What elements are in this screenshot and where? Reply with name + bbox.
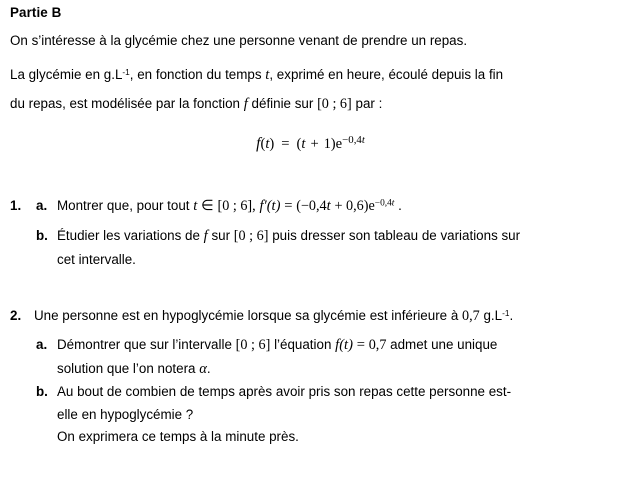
- equation-exp-base: e: [335, 136, 343, 152]
- question-2b-row: [0, 385, 621, 443]
- equation-factor-variable: t: [301, 136, 306, 152]
- q1a-element-of-icon: ∈: [201, 198, 214, 214]
- question-2-number: 2.: [10, 308, 22, 323]
- question-2a-text-line-1: [57, 338, 621, 353]
- intro-line3-before-fn: du repas, est modélisée par la fonction: [10, 96, 241, 111]
- q2-intro-prefix: Une personne est en hypoglycémie lorsque sa glycémie est inférieure à: [34, 308, 459, 323]
- q2a-line2-period: .: [206, 360, 211, 376]
- question-1b-text-line-2: cet intervalle.: [57, 251, 136, 267]
- intro-line2-after-unit: , en fonction du temps: [129, 67, 262, 82]
- equation-plus: +: [310, 136, 319, 152]
- q2a-value: 0,7: [368, 337, 387, 353]
- glycemia-unit-text: La glycémie en g.L: [10, 67, 123, 82]
- function-definition-equation: [0, 136, 621, 152]
- question-1a-row: [0, 199, 621, 219]
- question-2-intro-row: [0, 309, 621, 329]
- q2a-line2-prefix: solution que l’on notera: [57, 360, 196, 376]
- q1a-equals: =: [284, 198, 293, 214]
- page-title: Partie B: [10, 5, 62, 20]
- question-1a-letter: a.: [36, 198, 48, 213]
- equation-paren-close: ): [330, 136, 336, 152]
- q1a-exponent-number: 0,4: [380, 198, 392, 209]
- equation-equals: =: [281, 136, 290, 152]
- q1b-suffix: puis dresser son tableau de variations sur: [272, 228, 521, 243]
- q2a-interval: [0 ; 6]: [235, 337, 271, 353]
- question-2a-letter: a.: [36, 337, 48, 352]
- q1a-expression-variable: t: [326, 198, 331, 214]
- question-1b-text-line-1: [57, 229, 621, 244]
- q1b-sur: sur: [211, 228, 231, 243]
- intro-line2-tail: , exprimé en heure, écoulé depuis la fin: [269, 67, 504, 82]
- q2a-function-expression: f(t): [335, 337, 353, 353]
- question-2b-text-line-3: On exprimera ce temps à la minute près.: [57, 429, 299, 444]
- q1a-interval: [0 ; 6],: [217, 198, 256, 214]
- exponent-variable: t: [361, 134, 365, 147]
- question-2b-text-line-1: Au bout de combien de temps après avoir pris son repas cette personne est-: [57, 384, 512, 400]
- equation-arg: t: [265, 136, 270, 152]
- question-2a-text-line-2: [57, 362, 621, 377]
- equation-fn-name: f: [256, 135, 261, 152]
- q1a-exponent: [375, 199, 395, 209]
- q2-threshold-value: 0,7: [462, 308, 480, 324]
- question-1b-row: [0, 229, 621, 266]
- equation-arg-close: ): [269, 136, 275, 152]
- question-2-intro-text: [34, 309, 621, 323]
- equation-arg-open: (: [260, 136, 266, 152]
- q1a-prefix: Montrer que, pour tout: [57, 198, 190, 213]
- q2-unit-exponent: -1: [502, 308, 510, 319]
- intro-paragraph-line-1: On s’intéresse à la glycémie chez une personne venant de prendre un repas.: [10, 33, 468, 48]
- q1b-prefix: Étudier les variations de: [57, 228, 200, 243]
- question-1b-letter: b.: [36, 228, 48, 243]
- q2a-suffix: admet une unique: [390, 337, 498, 352]
- equation-paren-open: (: [296, 136, 302, 152]
- exponent-sign: −: [342, 134, 349, 147]
- domain-interval: [0 ; 6]: [317, 96, 352, 112]
- q1b-interval: [0 ; 6]: [233, 228, 269, 244]
- q1a-exponent-variable: t: [391, 198, 395, 209]
- q2a-mid: l’équation: [274, 337, 332, 352]
- q1a-expression-tail: + 0,6)e: [334, 198, 375, 214]
- q1a-variable-t: t: [193, 198, 198, 214]
- question-1-block: [0, 199, 621, 266]
- unit-exponent: -1: [122, 67, 130, 78]
- q1a-period: .: [398, 198, 402, 213]
- question-1-number: 1.: [10, 198, 22, 213]
- equation-factor-constant: 1: [323, 136, 331, 152]
- equation-exponent: [342, 134, 365, 146]
- intro-line3-after-fn: définie sur: [251, 96, 314, 111]
- q1a-derivative-symbol: f′(t): [259, 198, 281, 214]
- alpha-symbol: α: [199, 360, 207, 377]
- question-2b-letter: b.: [36, 384, 48, 400]
- q2a-equals: =: [356, 337, 365, 353]
- q2-intro-period: .: [509, 308, 514, 323]
- question-1a-text: [57, 199, 621, 214]
- q2a-prefix: Démontrer que sur l’intervalle: [57, 337, 232, 352]
- intro-paragraph-line-2: [10, 68, 503, 83]
- intro-paragraph-line-3: [10, 97, 382, 112]
- q1b-function-symbol: f: [203, 228, 208, 244]
- q1a-expression-open: (−0,4: [296, 198, 327, 214]
- function-symbol-f: f: [243, 96, 248, 112]
- question-2a-row: [0, 338, 621, 376]
- q2-unit: g.L: [483, 308, 503, 323]
- exponent-coefficient: 0,4: [348, 134, 362, 147]
- question-2-block: [0, 309, 621, 443]
- question-2b-text-line-2: elle en hypoglycémie ?: [57, 406, 194, 422]
- intro-line3-tail: par :: [355, 96, 383, 111]
- q1a-exponent-sign: −: [374, 198, 381, 209]
- time-variable: t: [265, 67, 270, 83]
